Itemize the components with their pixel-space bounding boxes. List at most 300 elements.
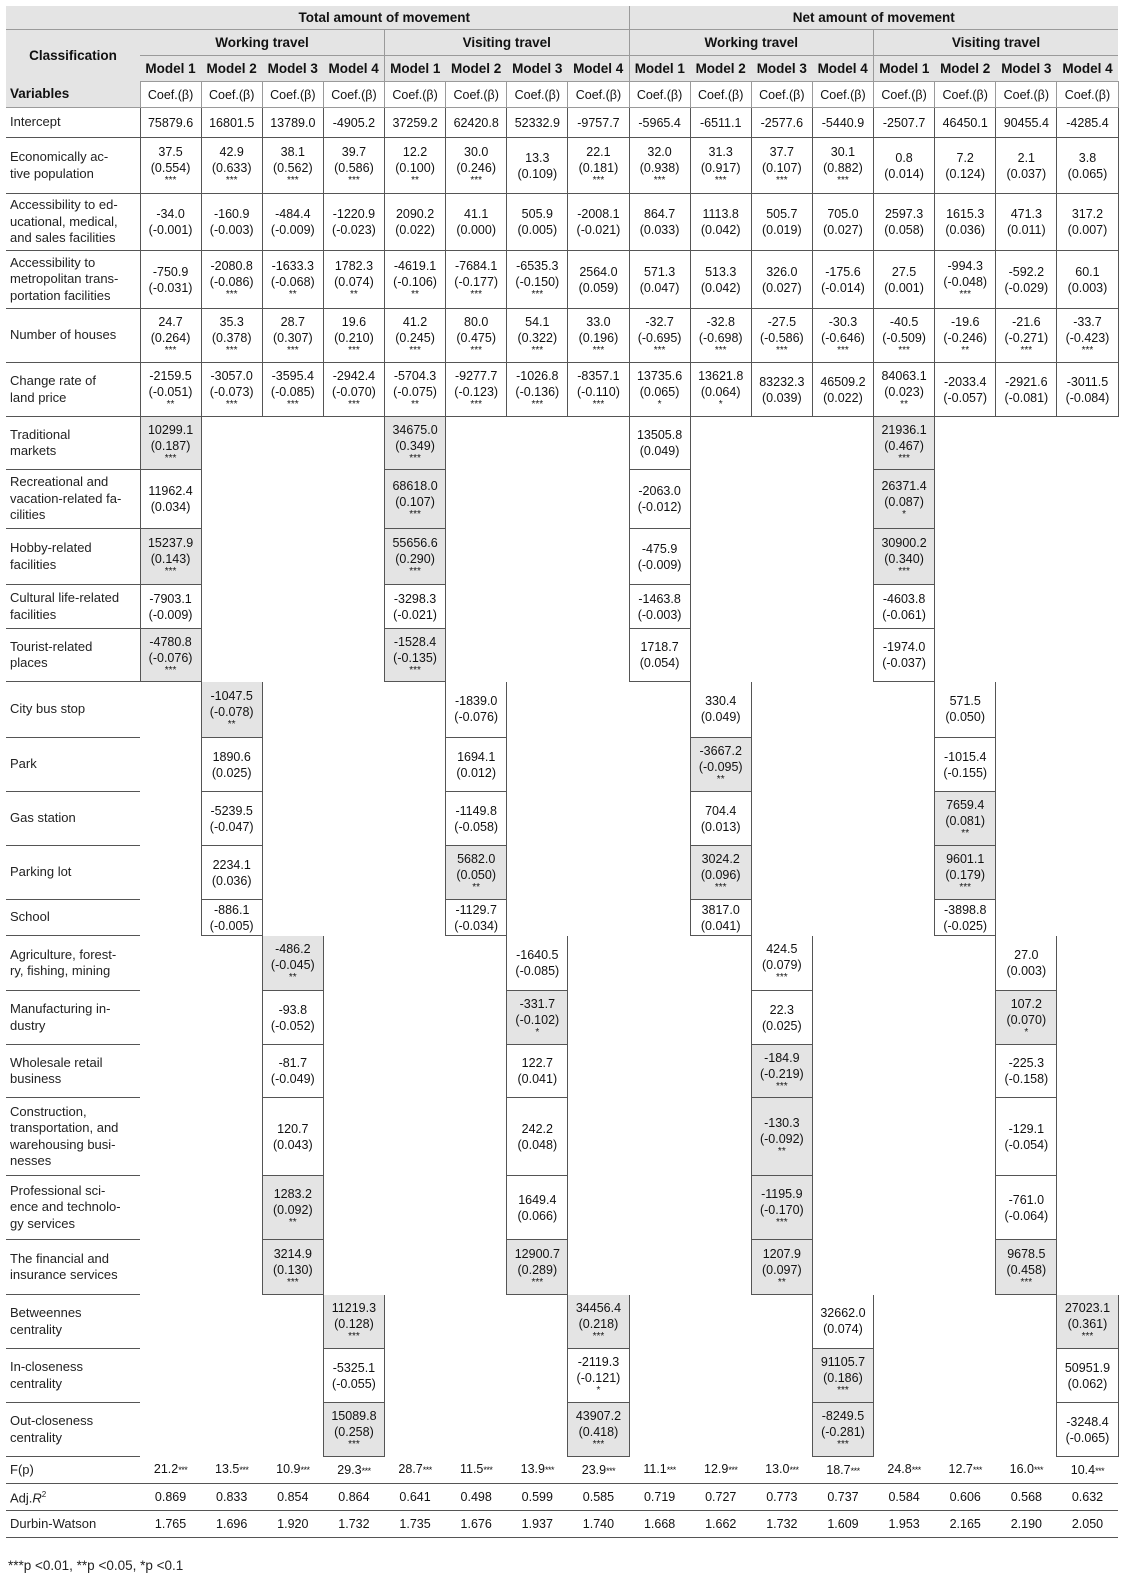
standardized-beta: (0.070): [1006, 1013, 1047, 1027]
coefficient-cell: [629, 585, 690, 629]
standardized-beta: (0.079): [762, 958, 802, 973]
standardized-beta: (-0.009): [637, 557, 682, 572]
significance-stars: ***: [409, 566, 421, 577]
coefficient-cell: [262, 1098, 323, 1176]
standardized-beta: (0.210): [334, 331, 374, 345]
coefficient-value: 28.7: [280, 315, 305, 329]
significance-stars: ***: [470, 345, 483, 356]
standardized-beta: (-0.049): [270, 1072, 315, 1086]
coefficient-cell: [385, 108, 446, 138]
standardized-beta: (0.043): [273, 1137, 313, 1152]
coefficient-value: 1694.1: [457, 749, 496, 764]
coefficient-value: -7903.1: [149, 591, 192, 606]
standardized-beta: (0.290): [395, 552, 435, 566]
coefficient-cell: [262, 309, 323, 363]
coefficient-value: 35.3: [219, 315, 244, 329]
standardized-beta: (-0.021): [393, 607, 437, 622]
empty-cell: [629, 738, 690, 792]
fit-stat-value: 1.740: [568, 1511, 629, 1538]
table-row: [6, 1295, 1118, 1349]
empty-cell: [201, 1176, 262, 1240]
significance-stars: ***: [898, 345, 910, 356]
fit-stat-value: 2.165: [935, 1511, 996, 1538]
empty-cell: [446, 1045, 507, 1098]
empty-cell: [262, 846, 323, 900]
standardized-beta: (0.258): [334, 1425, 374, 1439]
empty-cell: [323, 682, 384, 738]
empty-cell: [507, 1349, 568, 1403]
standardized-beta: (0.042): [700, 223, 741, 237]
empty-cell: [690, 1295, 751, 1349]
coefficient-cell-significant: [323, 1295, 384, 1349]
empty-cell: [140, 738, 201, 792]
standardized-beta: (0.181): [578, 161, 619, 175]
empty-cell: [996, 1295, 1057, 1349]
standardized-beta: (-0.076): [454, 710, 499, 725]
coefficient-cell: [568, 138, 629, 194]
coefficient-cell: [446, 792, 507, 846]
coefficient-value: 42.9: [219, 145, 244, 159]
standardized-beta: (-0.052): [270, 1018, 315, 1033]
empty-cell: [507, 738, 568, 792]
empty-cell: [140, 846, 201, 900]
coefficient-value: 13.3: [525, 150, 550, 165]
empty-cell: [629, 1240, 690, 1295]
f-stars: ***: [972, 1465, 982, 1476]
empty-cell: [507, 900, 568, 936]
standardized-beta: (0.041): [517, 1072, 558, 1086]
f-stars: ***: [422, 1465, 432, 1476]
standardized-beta: (-0.065): [1065, 1430, 1110, 1445]
coefficient-cell: [385, 363, 446, 417]
f-value: 29.3: [337, 1462, 362, 1477]
coefficient-cell-significant: [935, 846, 996, 900]
empty-cell: [140, 900, 201, 936]
empty-cell: [812, 1098, 873, 1176]
empty-cell: [201, 417, 262, 470]
significance-stars: ***: [164, 452, 177, 464]
coefficient-value: -19.6: [950, 315, 980, 329]
coefficient-value: 330.4: [705, 694, 737, 709]
coefficient-value: -6511.1: [699, 115, 742, 130]
coefficient-cell: [385, 585, 446, 629]
standardized-beta: (0.322): [517, 331, 558, 345]
coef-label: Coef.(β): [690, 82, 751, 108]
coefficient-value: -1640.5: [516, 947, 559, 962]
empty-cell: [690, 1349, 751, 1403]
empty-cell: [996, 1403, 1057, 1457]
coefficient-value: 41.2: [402, 315, 428, 329]
significance-stars: ***: [653, 345, 666, 356]
coefficient-cell: [507, 1098, 568, 1176]
coefficient-value: -2008.1: [577, 207, 620, 221]
coefficient-cell: [812, 138, 873, 194]
coefficient-value: -1633.3: [271, 259, 315, 273]
coefficient-value: 1615.3: [946, 207, 985, 221]
standardized-beta: (-0.158): [1004, 1072, 1049, 1086]
coefficient-cell: [996, 1176, 1057, 1240]
coefficient-cell: [140, 309, 201, 363]
empty-cell: [996, 470, 1057, 529]
fit-stat-value: [812, 1457, 873, 1484]
significance-stars: ***: [959, 882, 972, 893]
coefficient-value: -761.0: [1008, 1192, 1045, 1207]
coefficient-value: 7.2: [956, 150, 974, 165]
f-value: 11.1: [643, 1462, 667, 1477]
empty-cell: [323, 792, 384, 846]
coefficient-value: 32662.0: [820, 1306, 866, 1321]
empty-cell: [262, 792, 323, 846]
empty-cell: [812, 1240, 873, 1295]
coefficient-cell: [996, 108, 1057, 138]
empty-cell: [201, 1403, 262, 1457]
table-header: [6, 6, 1118, 108]
significance-stars: ***: [348, 399, 360, 410]
empty-cell: [935, 629, 996, 682]
coefficient-value: -2921.6: [1005, 374, 1048, 389]
empty-cell: [751, 792, 812, 846]
standardized-beta: (0.022): [823, 390, 863, 405]
coefficient-value: 22.1: [586, 145, 611, 159]
coefficient-cell: [629, 470, 690, 529]
empty-cell: [568, 470, 629, 529]
standardized-beta: (0.036): [945, 223, 985, 237]
standardized-beta: (0.059): [578, 280, 619, 295]
coefficient-cell: [1057, 1403, 1118, 1457]
significance-stars: ***: [409, 452, 421, 464]
coefficient-cell: [629, 194, 690, 251]
coefficient-value: 83232.3: [759, 374, 805, 389]
coefficient-cell: [751, 194, 812, 251]
standardized-beta: (-0.070): [332, 385, 376, 399]
coefficient-cell: [629, 138, 690, 194]
coefficient-value: -5440.9: [821, 115, 865, 130]
fit-stat-value: 0.641: [385, 1484, 446, 1511]
coefficient-cell: [568, 251, 629, 309]
significance-stars: *: [535, 1027, 540, 1038]
coefficient-value: -1129.7: [455, 902, 497, 917]
coefficient-cell: [201, 138, 262, 194]
empty-cell: [996, 629, 1057, 682]
significance-stars: ***: [592, 399, 605, 410]
significance-stars: ***: [837, 175, 849, 186]
f-value: 11.5: [459, 1462, 484, 1477]
standardized-beta: (-0.058): [454, 819, 499, 834]
table-row: [6, 363, 1118, 417]
coefficient-value: 50951.9: [1064, 1360, 1111, 1375]
significance-stars: ***: [775, 1080, 788, 1092]
significance-stars: ***: [1020, 345, 1033, 356]
coefficient-cell: [140, 194, 201, 251]
standardized-beta: (-0.123): [454, 385, 499, 399]
empty-cell: [323, 1045, 384, 1098]
coefficient-value: -4285.4: [1066, 115, 1109, 130]
coefficient-cell-significant: [996, 991, 1057, 1045]
standardized-beta: (0.289): [517, 1262, 558, 1277]
coefficient-value: 41.1: [464, 207, 489, 221]
standardized-beta: (0.037): [1006, 166, 1047, 181]
coef-label: Coef.(β): [812, 82, 873, 108]
fit-stat-row: [6, 1484, 1118, 1511]
coefficient-value: 242.2: [521, 1121, 553, 1136]
empty-cell: [323, 529, 384, 585]
empty-cell: [1057, 738, 1118, 792]
empty-cell: [446, 629, 507, 682]
coefficient-value: 505.9: [521, 207, 553, 221]
empty-cell: [996, 585, 1057, 629]
coefficient-value: -2159.5: [149, 369, 192, 383]
coefficient-value: 2090.2: [395, 207, 435, 221]
coefficient-cell: [323, 1349, 384, 1403]
coefficient-value: 30.1: [830, 145, 856, 159]
fit-stat-value: 1.732: [323, 1511, 384, 1538]
empty-cell: [568, 846, 629, 900]
fit-stat-value: 1.732: [751, 1511, 812, 1538]
coefficient-value: -93.8: [278, 1002, 308, 1017]
coefficient-value: -994.3: [947, 259, 983, 273]
empty-cell: [446, 417, 507, 470]
coefficient-cell: [874, 194, 935, 251]
fit-stat-value: 0.599: [507, 1484, 568, 1511]
standardized-beta: (-0.646): [821, 331, 865, 345]
empty-cell: [568, 417, 629, 470]
standardized-beta: (-0.698): [698, 331, 743, 345]
coefficient-value: 7659.4: [946, 798, 985, 812]
coefficient-value: 38.1: [280, 145, 305, 159]
coefficient-cell: [812, 108, 873, 138]
standardized-beta: (0.340): [884, 552, 924, 566]
fit-stat-value: [446, 1457, 507, 1484]
fit-stat-value: 0.869: [140, 1484, 201, 1511]
coefficient-value: -6535.3: [516, 259, 559, 273]
coefficient-value: -81.7: [278, 1056, 308, 1070]
significance-stars: ***: [531, 345, 544, 356]
f-value: 13.9: [520, 1462, 545, 1477]
empty-cell: [812, 846, 873, 900]
coefficient-cell: [690, 108, 751, 138]
coefficient-cell-significant: [323, 1403, 384, 1457]
coefficient-cell: [201, 363, 262, 417]
fit-stat-value: 1.662: [690, 1511, 751, 1538]
standardized-beta: (0.100): [395, 161, 435, 175]
standardized-beta: (-0.009): [270, 223, 315, 237]
coefficient-cell: [262, 138, 323, 194]
standardized-beta: (-0.045): [270, 958, 315, 973]
significance-stars: **: [411, 175, 419, 186]
adj-prefix: Adj.: [10, 1490, 33, 1506]
f-value: 10.9: [276, 1462, 301, 1477]
empty-cell: [201, 629, 262, 682]
coefficient-cell: [507, 1176, 568, 1240]
coefficient-value: 75879.6: [147, 115, 194, 130]
empty-cell: [507, 1403, 568, 1457]
empty-cell: [262, 1349, 323, 1403]
empty-cell: [812, 470, 873, 529]
empty-cell: [935, 936, 996, 991]
standardized-beta: (-0.106): [393, 275, 437, 289]
coefficient-value: -2080.8: [210, 259, 253, 273]
empty-cell: [1057, 792, 1118, 846]
empty-cell: [385, 900, 446, 936]
coefficient-value: 704.4: [705, 803, 737, 818]
coefficient-cell: [629, 309, 690, 363]
standardized-beta: (-0.047): [209, 819, 254, 834]
coefficient-value: 505.7: [766, 207, 798, 221]
coefficient-cell: [751, 991, 812, 1045]
f-stars: ***: [728, 1465, 738, 1476]
standardized-beta: (0.023): [884, 385, 924, 399]
coefficient-value: 46509.2: [820, 374, 866, 389]
empty-cell: [323, 991, 384, 1045]
standardized-beta: (-0.064): [1004, 1208, 1049, 1223]
empty-cell: [140, 1403, 201, 1457]
standardized-beta: (0.001): [884, 280, 924, 295]
coefficient-value: -4780.8: [149, 634, 192, 649]
coefficient-value: 30.0: [464, 145, 489, 159]
standardized-beta: (-0.509): [882, 331, 926, 345]
coefficient-cell: [446, 309, 507, 363]
coefficient-value: 27023.1: [1064, 1300, 1111, 1315]
empty-cell: [690, 936, 751, 991]
standardized-beta: (0.218): [578, 1316, 619, 1331]
significance-stars: **: [472, 882, 481, 893]
coefficient-value: 91105.7: [820, 1355, 866, 1369]
coef-label: Coef.(β): [201, 82, 262, 108]
empty-cell: [385, 1045, 446, 1098]
standardized-beta: (0.917): [700, 161, 741, 175]
model-header: Model 2: [201, 56, 262, 82]
empty-cell: [323, 1240, 384, 1295]
coefficient-cell: [262, 991, 323, 1045]
coefficient-value: -175.6: [825, 264, 861, 279]
standardized-beta: (0.049): [639, 444, 680, 458]
standardized-beta: (-0.086): [209, 275, 254, 289]
empty-cell: [690, 991, 751, 1045]
coefficient-value: -1220.9: [332, 207, 376, 221]
model-header: Model 4: [568, 56, 629, 82]
significance-stars: ***: [592, 1439, 605, 1450]
coefficient-value: 13505.8: [636, 428, 683, 442]
coefficient-cell: [996, 1098, 1057, 1176]
coefficient-value: -3057.0: [210, 369, 253, 383]
empty-cell: [201, 991, 262, 1045]
coefficient-cell: [751, 363, 812, 417]
coefficient-cell: [751, 108, 812, 138]
standardized-beta: (0.109): [517, 166, 558, 181]
coefficient-cell: [690, 138, 751, 194]
empty-cell: [140, 792, 201, 846]
coefficient-value: 2.1: [1017, 150, 1036, 165]
total-visiting-header: Visiting travel: [385, 30, 630, 56]
empty-cell: [690, 1045, 751, 1098]
coefficient-cell: [874, 251, 935, 309]
standardized-beta: (0.081): [945, 814, 985, 828]
fit-stat-value: 1.735: [385, 1511, 446, 1538]
empty-cell: [201, 936, 262, 991]
empty-cell: [323, 470, 384, 529]
fit-stat-value: 1.696: [201, 1511, 262, 1538]
coefficient-value: 12900.7: [514, 1246, 560, 1261]
f-stat-label: F(p): [6, 1457, 140, 1484]
coefficient-value: -32.7: [645, 315, 674, 329]
significance-stars: **: [288, 1217, 297, 1228]
coefficient-value: -30.3: [828, 315, 858, 329]
significance-stars: **: [166, 399, 175, 410]
empty-cell: [935, 470, 996, 529]
coefficient-cell-significant: [812, 1349, 873, 1403]
standardized-beta: (0.042): [700, 280, 741, 295]
coefficient-value: -1195.9: [761, 1187, 803, 1201]
empty-cell: [751, 417, 812, 470]
coefficient-cell-significant: [1057, 1295, 1118, 1349]
coefficient-cell: [323, 194, 384, 251]
empty-cell: [629, 1098, 690, 1176]
standardized-beta: (0.005): [517, 223, 558, 237]
standardized-beta: (-0.084): [1065, 390, 1110, 405]
coef-label: Coef.(β): [751, 82, 812, 108]
significance-stars: ***: [286, 345, 299, 356]
significance-stars: ***: [470, 175, 483, 186]
empty-cell: [812, 991, 873, 1045]
coefficient-value: -160.9: [213, 207, 250, 221]
standardized-beta: (-0.048): [943, 275, 988, 289]
empty-cell: [507, 682, 568, 738]
empty-cell: [140, 1240, 201, 1295]
empty-cell: [568, 991, 629, 1045]
empty-cell: [629, 1295, 690, 1349]
empty-cell: [1057, 991, 1118, 1045]
standardized-beta: (0.066): [517, 1208, 558, 1223]
coefficient-value: -331.7: [519, 997, 556, 1011]
empty-cell: [996, 417, 1057, 470]
empty-cell: [446, 936, 507, 991]
standardized-beta: (0.130): [273, 1262, 313, 1277]
variable-label: School: [6, 900, 140, 936]
empty-cell: [935, 1176, 996, 1240]
empty-cell: [201, 585, 262, 629]
empty-cell: [568, 900, 629, 936]
fit-stat-value: [629, 1457, 690, 1484]
standardized-beta: (0.027): [823, 223, 863, 237]
standardized-beta: (0.633): [211, 161, 252, 175]
fit-stat-value: 0.606: [935, 1484, 996, 1511]
empty-cell: [568, 1098, 629, 1176]
standardized-beta: (-0.001): [148, 223, 193, 237]
significance-stars: ***: [409, 508, 421, 520]
table-row: [6, 900, 1118, 936]
variable-label: Agriculture, forest- ry, fishing, mining: [6, 936, 140, 991]
coef-label: Coef.(β): [385, 82, 446, 108]
coefficient-cell: [446, 194, 507, 251]
coefficient-cell: [935, 194, 996, 251]
coefficient-cell: [629, 251, 690, 309]
model-header: Model 1: [874, 56, 935, 82]
table-row: [6, 792, 1118, 846]
variable-label: Intercept: [6, 108, 140, 138]
significance-stars: ***: [714, 882, 727, 893]
adj-r2-label: [6, 1484, 140, 1511]
empty-cell: [201, 529, 262, 585]
empty-cell: [629, 936, 690, 991]
table-row: [6, 529, 1118, 585]
coefficient-value: 107.2: [1010, 997, 1042, 1011]
empty-cell: [385, 792, 446, 846]
coefficient-value: -1149.8: [455, 803, 497, 818]
r-exponent: 2: [41, 1490, 47, 1500]
coefficient-cell: [140, 251, 201, 309]
significance-stars: **: [288, 972, 297, 984]
empty-cell: [996, 846, 1057, 900]
